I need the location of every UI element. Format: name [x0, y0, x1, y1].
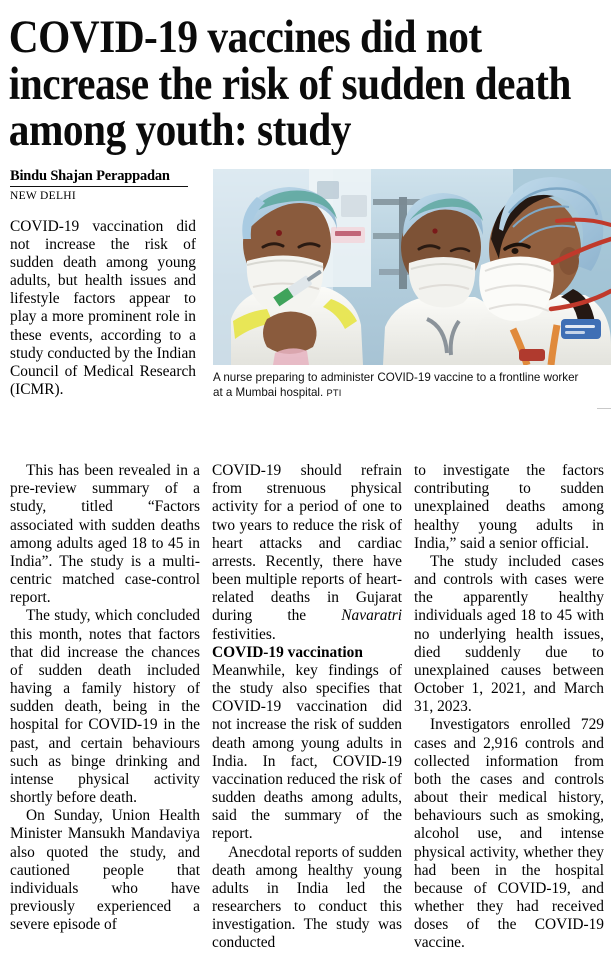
- byline-author: Bindu Shajan Perappadan: [10, 168, 188, 188]
- paragraph: Investigators enrolled 729 cases and 2,916 controls and collected information from both the cases and controls about their medical history, behaviours such as smoking, alcohol use, and intense physical activity, whether they had been in the hospital because of COVID-19, and whether they had received doses of the COVID-19 vaccine.: [414, 716, 604, 952]
- photo-caption: [213, 370, 585, 401]
- article-body-columns: [10, 462, 606, 953]
- paragraph: Meanwhile, key findings of the study also specifies that COVID-19 vaccination did not increase the risk of sudden death among young adults in India. In fact, COVID-19 vaccination reduced the risk of sudden deaths among adults, said the summary of the report.: [212, 661, 402, 843]
- paragraph: to investigate the factors contributing to sudden unexplained deaths among healthy young adults in India,” said a senior official.: [414, 462, 604, 552]
- article-photo-block: [213, 169, 611, 401]
- paragraph: The study, which concluded this month, notes that factors that did increase the chances of sudden death included having a family history of sudden death, being in the hospital for COVID-19 in the past, and certain behaviours such as binge drinking and intense physical activity shortly before death.: [10, 607, 200, 807]
- paragraph: This has been revealed in a pre-review summary of a study, titled “Factors associated with sudden deaths among adults aged 18 to 45 in India”. The study is a multi-centric matched case-control report.: [10, 462, 200, 607]
- paragraph: On Sunday, Union Health Minister Mansukh Mandaviya also quoted the study, and cautioned people that individuals who have previously experienced a severe episode of: [10, 807, 200, 934]
- caption-divider: [597, 408, 611, 409]
- photo-caption-text: A nurse preparing to administer COVID-19 vaccine to a frontline worker at a Mumbai hospital.: [213, 370, 579, 399]
- photo-credit: PTI: [326, 387, 342, 398]
- column-1-lead: [10, 218, 196, 400]
- paragraph: COVID-19 vaccination did not increase the risk of sudden death among young adults, but health issues and lifestyle factors appear to play a more prominent role in these events, according to a study conducted by the Indian Council of Medical Research (ICMR).: [10, 217, 196, 399]
- body-column-2: [212, 462, 402, 953]
- body-column-3: [414, 462, 604, 953]
- paragraph: Anecdotal reports of sudden death among healthy young adults in India led the researchers to conduct this investigation. The study was conducted: [212, 843, 402, 952]
- article-photo: [213, 169, 611, 365]
- page-title: COVID-19 vaccines did not increase the risk of sudden death among youth: study: [8, 11, 571, 157]
- section-subheading: COVID-19 vaccination: [212, 643, 363, 661]
- article-top-block: [0, 168, 614, 416]
- byline-column: [10, 168, 196, 415]
- byline-dateline: NEW DELHI: [10, 190, 77, 203]
- paragraph: COVID-19 should refrain from strenuous physical activity for a period of one to two years to reduce the risk of heart attacks and cardiac arrests. Recently, there have been multiple reports of heart-related deaths in Gujarat during the Navaratri festivities.: [212, 462, 402, 643]
- body-column-1: [10, 462, 200, 953]
- paragraph: The study included cases and controls with cases were the apparently healthy individuals aged 18 to 45 with no underlying health issues, died suddenly due to unexplained causes between October 1, 2021, and March 31, 2023.: [414, 552, 604, 716]
